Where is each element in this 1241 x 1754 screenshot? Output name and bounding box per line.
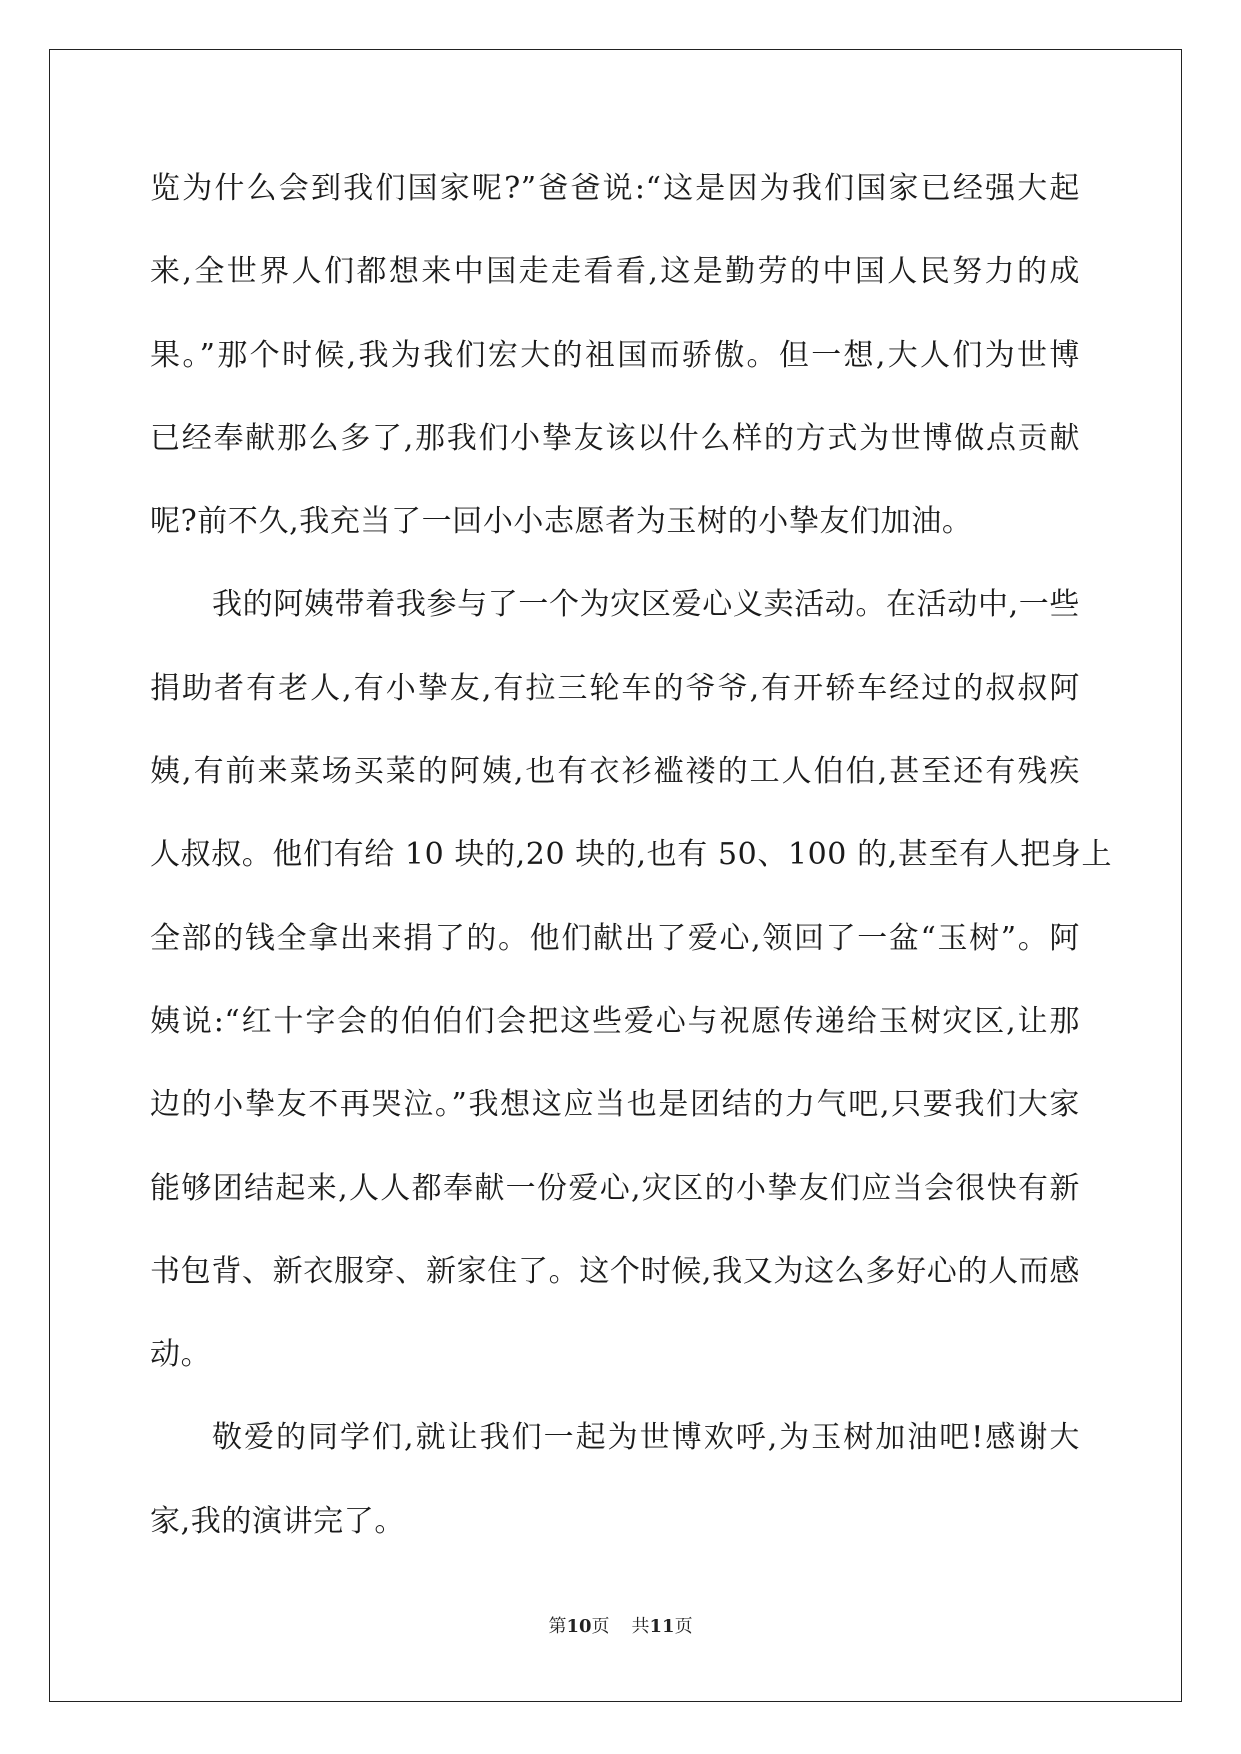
text-line: 动。	[150, 1337, 212, 1373]
page-prefix: 第	[548, 1616, 567, 1637]
paragraph-start-line: 敬爱的同学们,就让我们一起为世博欢呼,为玉树加油吧!感谢大	[212, 1420, 1080, 1456]
text-line: 家,我的演讲完了。	[150, 1503, 405, 1539]
total-prefix: 共	[631, 1616, 650, 1637]
text-line: 书包背、新衣服穿、新家住了。这个时候,我又为这么多好心的人而感	[150, 1253, 1080, 1289]
text-line: 来,全世界人们都想来中国走走看看,这是勤劳的中国人民努力的成	[150, 254, 1080, 290]
text-line: 览为什么会到我们国家呢?”爸爸说:“这是因为我们国家已经强大起	[150, 171, 1080, 206]
text-line: 能够团结起来,人人都奉献一份爱心,灾区的小挚友们应当会很快有新	[150, 1170, 1080, 1206]
page-footer	[0, 1612, 1241, 1638]
page-total: 11	[649, 1616, 675, 1637]
text-line: 全部的钱全拿出来捐了的。他们献出了爱心,领回了一盆“玉树”。阿	[150, 920, 1080, 956]
paragraph-start-line: 我的阿姨带着我参与了一个为灾区爱心义卖活动。在活动中,一些	[212, 587, 1080, 623]
document-body	[150, 160, 1113, 1576]
total-suffix: 页	[674, 1616, 693, 1637]
page-current: 10	[566, 1616, 592, 1637]
text-line: 已经奉献那么多了,那我们小挚友该以什么样的方式为世博做点贡献	[150, 420, 1080, 456]
text-line: 姨说:“红十字会的伯伯们会把这些爱心与祝愿传递给玉树灾区,让那	[150, 1003, 1080, 1039]
page-suffix: 页	[591, 1616, 610, 1637]
text-line: 边的小挚友不再哭泣。”我想这应当也是团结的力气吧,只要我们大家	[150, 1087, 1080, 1123]
text-line: 人叔叔。他们有给 10 块的,20 块的,也有 50、100 的,甚至有人把身上	[150, 837, 1113, 873]
text-line: 呢?前不久,我充当了一回小小志愿者为玉树的小挚友们加油。	[150, 504, 973, 540]
text-line: 捐助者有老人,有小挚友,有拉三轮车的爷爷,有开轿车经过的叔叔阿	[150, 670, 1080, 706]
text-line: 果。”那个时候,我为我们宏大的祖国而骄傲。但一想,大人们为世博	[150, 337, 1080, 373]
text-line: 姨,有前来菜场买菜的阿姨,也有衣衫褴褛的工人伯伯,甚至还有残疾	[150, 754, 1080, 790]
